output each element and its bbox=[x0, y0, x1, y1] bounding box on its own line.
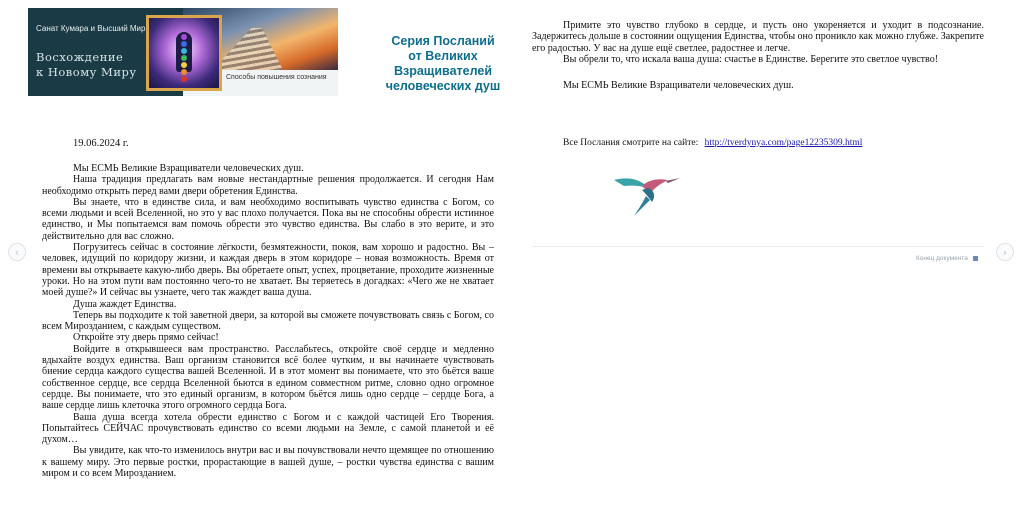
series-title-line: Серия Посланий bbox=[391, 34, 495, 48]
message-body-continued bbox=[532, 20, 984, 65]
series-title bbox=[378, 34, 508, 94]
chakra-dot bbox=[181, 76, 187, 82]
paragraph: Ваша душа всегда хотела обрести единство с Богом и с каждой частицей Его Творения. Попытайтесь СЕЙЧАС прочувствовать единство со всеми людьми на Земле, с самой планетой и её духом… bbox=[42, 411, 494, 446]
site-link[interactable]: http://tverdynya.com/page12235309.html bbox=[704, 138, 863, 148]
previous-page-button[interactable]: ‹ bbox=[8, 243, 26, 261]
document-page-right bbox=[514, 0, 994, 515]
paragraph: Мы ЕСМЬ Великие Взращиватели человеческих душ. bbox=[73, 163, 304, 174]
series-title-line: человеческих душ bbox=[385, 79, 501, 93]
square-icon bbox=[973, 256, 978, 261]
site-line bbox=[563, 138, 862, 148]
chakra-dot bbox=[181, 62, 187, 68]
chakra-dot bbox=[181, 55, 187, 61]
chakra-dot bbox=[181, 34, 187, 40]
chakra-dot bbox=[181, 69, 187, 75]
paragraph: Погрузитесь сейчас в состояние лёгкости, безмятежности, покоя, вам хорошо и радостно. Вы – человек, идущий по коридору жизни, и каждая дверь в этом коридоре – новая возможность. Время от времени вы открываете какую-либо дверь. Вы обретаете опыт, успех, процветание, проходите жизненные уроки. Но на этом пути вам постоянно чего-то не хватает. Вы теряетесь в догадках: «Чего же не хватает моей душе?» И сейчас вы узнаете, чего так жаждет ваша душа. bbox=[42, 242, 494, 299]
banner-subcaption: Способы повышения сознания bbox=[226, 74, 327, 81]
paragraph: Душа жаждет Единства. bbox=[73, 298, 177, 310]
series-title-line: от Великих bbox=[408, 49, 478, 63]
banner-title bbox=[36, 50, 156, 80]
message-body bbox=[42, 163, 494, 479]
end-of-document-label bbox=[916, 255, 978, 262]
paragraph: Наша традиция предлагать вам новые нестандартные решения продолжается. И сегодня Нам необходимо открыть перед вами двери обретения Единства. bbox=[42, 174, 494, 197]
paragraph: Примите это чувство глубоко в сердце, и пусть оно укореняется и уходит в подсознание. Задержитесь дольше в состоянии ощущения Единства, чтобы оно проникло как можно глубже. Закрепите его радостью. У вас на душе ещё светлее, радостнее и легче. bbox=[532, 20, 984, 54]
paragraph: Войдите в открывшееся вам пространство. Расслабьтесь, откройте своё сердце и медленно вдыхайте воздух единства. Ваш организм становится всё более чутким, и вы начинаете чувствовать биение сердца каждого существа вашей Вселенной. И в этот момент вы понимаете, что это бьётся ваше собственное сердце, все сердца Вселенной бьются в едином совместном ритме, словно одно огромное сердце. Вы понимаете, что это единый организм, в котором бьётся лишь одно сердце – сердце Бога, а ваше сердце лишь клеточка этого огромного сердца Бога. bbox=[42, 343, 494, 412]
document-page-left bbox=[28, 0, 514, 515]
header-banner bbox=[28, 8, 338, 96]
paragraph: Вы знаете, что в единстве сила, и вам необходимо воспитывать чувство единства с Богом, со всеми людьми и всей Вселенной, но это у вас плохо получается. Пока вы не способны обрести истинное единство, и Мы попытаемся вам помочь обрести это чувство единства. Вы слабо в это верите, и это действительно для вас сложно. bbox=[42, 196, 494, 242]
message-date: 19.06.2024 г. bbox=[73, 138, 129, 149]
hummingbird-icon bbox=[612, 170, 682, 218]
next-page-button[interactable]: › bbox=[996, 243, 1014, 261]
end-label-text: Конец документа bbox=[916, 255, 968, 262]
signature: Мы ЕСМЬ Великие Взращиватели человеческих душ. bbox=[563, 80, 794, 91]
chakra-dot bbox=[181, 48, 187, 54]
chakra-dot bbox=[181, 41, 187, 47]
end-divider bbox=[532, 246, 984, 247]
banner-title-line: к Новому Миру bbox=[36, 65, 137, 79]
banner-title-line: Восхождение bbox=[36, 50, 124, 64]
series-title-line: Взращивателей bbox=[393, 64, 493, 78]
paragraph: Вы обрели то, что искала ваша душа: счастье в Единстве. Берегите это светлое чувство! bbox=[563, 53, 939, 65]
banner-author: Санат Кумара и Высший Мир bbox=[36, 24, 146, 33]
paragraph: Откройте эту дверь прямо сейчас! bbox=[73, 332, 219, 344]
paragraph: Вы увидите, как что-то изменилось внутри вас и вы почувствовали нечто щемящее по отношению к вашему миру. Это первые ростки, прорастающие в вашей душе, – ростки чувства единства с вашим миром и со всем Мирозданием. bbox=[42, 445, 494, 480]
meditation-figure-image bbox=[146, 15, 222, 91]
site-label: Все Послания смотрите на сайте: bbox=[563, 138, 699, 148]
paragraph: Теперь вы подходите к той заветной двери, за которой вы сможете почувствовать связь с Богом, со всем Мирозданием, с каждым существом. bbox=[42, 309, 494, 333]
